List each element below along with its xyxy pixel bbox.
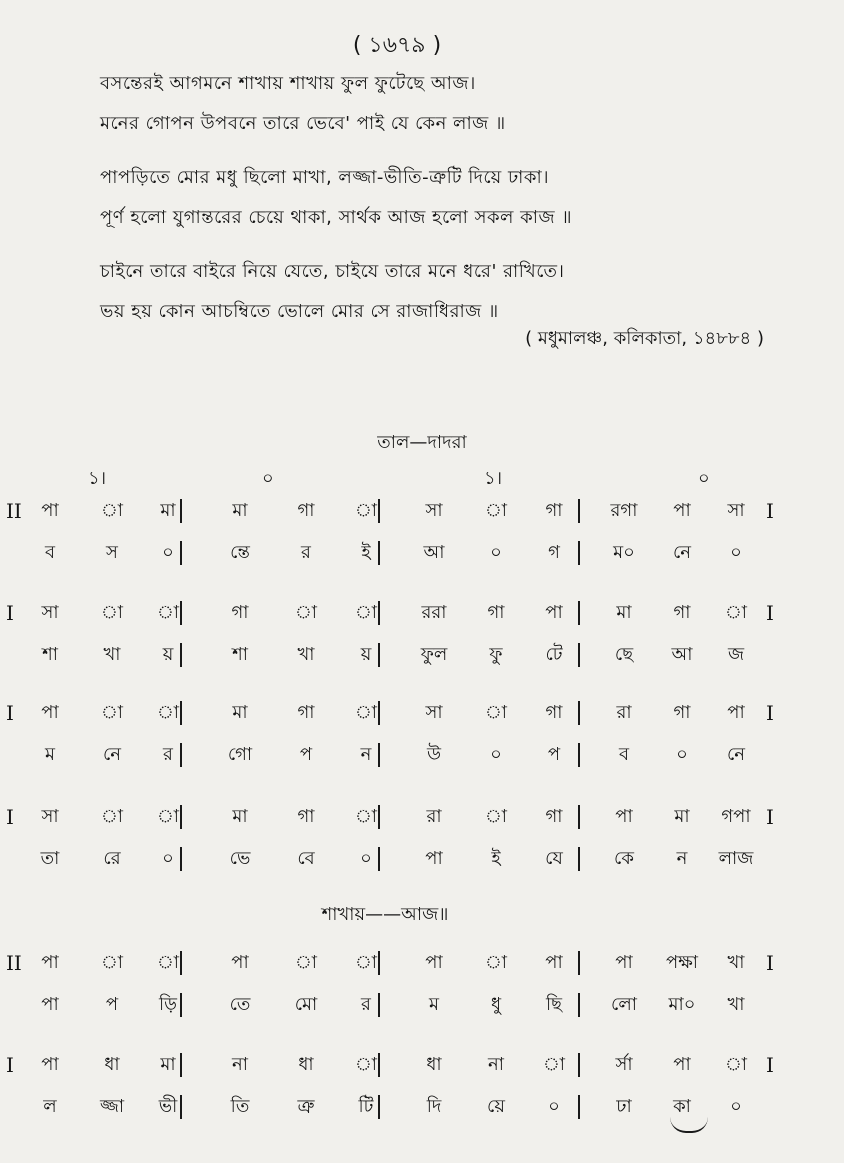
lyric-cell: ০ <box>162 542 174 563</box>
bar-line <box>578 601 580 625</box>
lyric-cell: কা <box>673 1096 691 1117</box>
note-cell: না <box>232 1054 248 1075</box>
bar-line <box>578 541 580 565</box>
note-cell: মা <box>160 500 176 521</box>
lyric-cell: ফুল <box>420 644 448 665</box>
lyric-cell: প <box>105 994 119 1015</box>
note-cell: া <box>542 1054 566 1075</box>
note-cell: া <box>354 602 378 623</box>
note-cell: া <box>100 500 124 521</box>
bar-line <box>578 1053 580 1077</box>
lyric-cell: টে <box>545 644 563 665</box>
swaralipi-row <box>0 800 844 834</box>
lyric-cell: ০ <box>490 744 502 765</box>
note-cell: মা <box>232 500 248 521</box>
note-cell: া <box>294 952 318 973</box>
note-cell: পা <box>673 1054 691 1075</box>
note-cell: পা <box>615 952 633 973</box>
lyric-cell: র <box>301 542 311 563</box>
note-cell: মা <box>232 806 248 827</box>
bar-line <box>578 993 580 1017</box>
note-cell: া <box>100 702 124 723</box>
bar-line <box>180 847 182 871</box>
bar-line <box>378 743 380 767</box>
lyric-cell: দি <box>426 1096 442 1117</box>
stave-end-mark: I <box>766 951 774 975</box>
bar-line <box>180 601 182 625</box>
stave-start-mark: I <box>6 701 14 725</box>
stave-end-mark: I <box>766 1053 774 1077</box>
poem-line: পূর্ণ হলো যুগান্তরের চেয়ে থাকা, সার্থক আজ হলো সকল কাজ ॥ <box>100 207 573 228</box>
lyric-cell: ব <box>618 744 630 765</box>
lyric-cell: ন <box>676 848 688 869</box>
lyric-cell: ন <box>360 744 372 765</box>
lyric-cell: ব <box>44 542 56 563</box>
lyric-cell: নে <box>102 744 122 765</box>
lyric-cell: র <box>163 744 173 765</box>
note-cell: পা <box>41 952 59 973</box>
swaralipi-row <box>0 494 844 528</box>
note-cell: া <box>484 806 508 827</box>
bar-line <box>378 643 380 667</box>
note-cell: া <box>294 602 318 623</box>
note-cell: রগা <box>610 500 638 521</box>
note-cell: গা <box>673 602 691 623</box>
lyric-cell: মো <box>294 994 318 1015</box>
note-cell: পা <box>673 500 691 521</box>
swaralipi-row <box>0 946 844 980</box>
lyric-cell: ই <box>491 848 501 869</box>
note-cell: পা <box>615 806 633 827</box>
lyric-cell: তি <box>230 1096 250 1117</box>
note-cell: র্সা <box>615 1054 633 1075</box>
lyric-cell: ভী <box>158 1096 178 1117</box>
lyric-cell: ০ <box>162 848 174 869</box>
subheading: শাখায়——আজ॥ <box>321 904 449 925</box>
poem-line: চাইনে তারে বাইরে নিয়ে যেতে, চাইযে তারে মনে ধরে' রাখিতে। <box>100 261 565 282</box>
lyric-cell: আ <box>671 644 693 665</box>
bar-line <box>578 1095 580 1119</box>
stave-end-mark: I <box>766 805 774 829</box>
bar-line <box>378 541 380 565</box>
stave-start-mark: I <box>6 805 14 829</box>
note-cell: া <box>354 952 378 973</box>
poem-line: ভয় হয় কোন আচম্বিতে ভোলে মোর সে রাজাধিরাজ ॥ <box>100 301 499 322</box>
note-cell: পা <box>41 500 59 521</box>
lyric-cell: ০ <box>360 848 372 869</box>
note-cell: গা <box>545 806 563 827</box>
note-cell: া <box>100 806 124 827</box>
poem-block <box>100 64 572 332</box>
note-cell: সা <box>425 702 443 723</box>
stave-end-mark: I <box>766 701 774 725</box>
bar-line <box>378 601 380 625</box>
lyric-cell: ম <box>45 744 55 765</box>
stave-end-mark: I <box>766 601 774 625</box>
beat-marker: ১। <box>88 468 107 489</box>
page-number: ( ১৬৭৯ ) <box>352 33 442 58</box>
lyric-cell: ই <box>361 542 371 563</box>
note-cell: মা <box>232 702 248 723</box>
lyric-cell: ০ <box>730 542 742 563</box>
note-cell: সা <box>727 500 745 521</box>
note-cell: া <box>354 500 378 521</box>
note-cell: া <box>100 602 124 623</box>
bar-line <box>578 805 580 829</box>
lyric-cell: বে <box>297 848 315 869</box>
note-cell: া <box>354 1054 378 1075</box>
bar-line <box>378 993 380 1017</box>
note-cell: ধা <box>426 1054 442 1075</box>
lyric-cell: পা <box>425 848 443 869</box>
bar-line <box>378 499 380 523</box>
note-cell: পক্ষা <box>665 952 699 973</box>
poem-line: বসন্তেরই আগমনে শাখায় শাখায় ফুল ফুটেছে আজ। <box>100 73 476 94</box>
poem-line: মনের গোপন উপবনে তারে ভেবে' পাই যে কেন লাজ ॥ <box>100 113 506 134</box>
lyric-cell: ০ <box>548 1096 560 1117</box>
lyric-cell: লাজ <box>718 848 754 869</box>
stave-start-mark: I <box>6 601 14 625</box>
lyric-cell: তা <box>40 848 60 869</box>
bar-line <box>180 541 182 565</box>
note-cell: গা <box>297 702 315 723</box>
tala-heading: তাল—দাদরা <box>377 432 467 453</box>
bar-line <box>180 1095 182 1119</box>
note-cell: ররা <box>421 602 447 623</box>
bar-line <box>378 1095 380 1119</box>
lyric-cell: মা০ <box>668 994 696 1015</box>
bar-line <box>180 993 182 1017</box>
bar-line <box>578 847 580 871</box>
note-cell: া <box>724 1054 748 1075</box>
note-cell: া <box>484 500 508 521</box>
bar-line <box>180 701 182 725</box>
bar-line <box>180 805 182 829</box>
lyric-row <box>0 738 844 772</box>
note-cell: পা <box>545 602 563 623</box>
lyric-cell: ধু <box>490 994 502 1015</box>
lyric-cell: প <box>547 744 561 765</box>
lyric-cell: ফু <box>489 644 503 665</box>
lyric-cell: গো <box>227 744 253 765</box>
bar-line <box>180 643 182 667</box>
bar-line <box>578 643 580 667</box>
lyric-cell: কে <box>614 848 634 869</box>
lyric-cell: ম০ <box>613 542 635 563</box>
lyric-cell: ড়ি <box>159 994 177 1015</box>
lyric-cell: ত্রু <box>297 1096 315 1117</box>
bar-line <box>378 805 380 829</box>
stave-end-mark: I <box>766 499 774 523</box>
lyric-cell: ভে <box>229 848 251 869</box>
swaralipi-row <box>0 596 844 630</box>
bar-line <box>378 701 380 725</box>
lyric-cell: ল <box>43 1096 57 1117</box>
lyric-cell: খা <box>297 644 315 665</box>
note-cell: পা <box>231 952 249 973</box>
note-cell: া <box>156 602 180 623</box>
note-cell: মা <box>160 1054 176 1075</box>
note-cell: গা <box>545 702 563 723</box>
beat-marker: ০ <box>698 468 710 489</box>
note-cell: ধা <box>104 1054 120 1075</box>
note-cell: গা <box>231 602 249 623</box>
bar-line <box>378 951 380 975</box>
note-cell: রা <box>616 702 632 723</box>
swaralipi-row <box>0 696 844 730</box>
lyric-cell: আ <box>423 542 445 563</box>
lyric-cell: প <box>299 744 313 765</box>
bar-line <box>180 743 182 767</box>
note-cell: া <box>156 952 180 973</box>
note-cell: পা <box>545 952 563 973</box>
lyric-cell: তে <box>229 994 251 1015</box>
bar-line <box>180 499 182 523</box>
note-cell: মা <box>674 806 690 827</box>
note-cell: খা <box>727 952 745 973</box>
note-cell: গা <box>487 602 505 623</box>
lyric-cell: শা <box>42 644 58 665</box>
lyric-cell: ০ <box>490 542 502 563</box>
note-cell: পা <box>727 702 745 723</box>
lyric-cell: র <box>361 994 371 1015</box>
bar-line <box>378 1053 380 1077</box>
citation: ( মধুমালঞ্চ, কলিকাতা, ১৪৮৮৪ ) <box>525 328 764 349</box>
note-cell: গা <box>545 500 563 521</box>
note-cell: া <box>156 702 180 723</box>
stave-start-mark: II <box>6 951 22 975</box>
note-cell: পা <box>41 1054 59 1075</box>
note-cell: ধা <box>298 1054 314 1075</box>
lyric-cell: গ <box>548 542 560 563</box>
lyric-cell: লো <box>611 994 637 1015</box>
lyric-cell: য়ে <box>487 1096 505 1117</box>
note-cell: া <box>100 952 124 973</box>
lyric-cell: জ্জা <box>99 1096 125 1117</box>
note-cell: া <box>354 702 378 723</box>
bar-line <box>578 743 580 767</box>
bar-line <box>180 951 182 975</box>
lyric-row <box>0 1090 844 1124</box>
lyric-cell: ছে <box>614 644 634 665</box>
note-cell: া <box>484 702 508 723</box>
lyric-cell: জ <box>727 644 745 665</box>
note-cell: সা <box>425 500 443 521</box>
lyric-row <box>0 842 844 876</box>
lyric-cell: উ <box>426 744 442 765</box>
lyric-cell: ন্তে <box>230 542 250 563</box>
bar-line <box>578 499 580 523</box>
lyric-cell: ঢা <box>616 1096 632 1117</box>
lyric-row <box>0 536 844 570</box>
lyric-cell: ০ <box>730 1096 742 1117</box>
lyric-cell: ০ <box>676 744 688 765</box>
lyric-cell: টি <box>358 1096 374 1117</box>
bar-line <box>578 701 580 725</box>
swaralipi-row <box>0 1048 844 1082</box>
note-cell: সা <box>41 806 59 827</box>
lyric-cell: ম <box>429 994 439 1015</box>
note-cell: া <box>724 602 748 623</box>
poem-line: পাপড়িতে মোর মধু ছিলো মাখা, লজ্জা-ভীতি-ত্রুটি দিয়ে ঢাকা। <box>100 167 550 188</box>
beat-marker: ১। <box>484 468 503 489</box>
stave-start-mark: II <box>6 499 22 523</box>
lyric-cell: খা <box>727 994 745 1015</box>
lyric-cell: খা <box>103 644 121 665</box>
lyric-row <box>0 638 844 672</box>
note-cell: সা <box>41 602 59 623</box>
note-cell: মা <box>616 602 632 623</box>
slur-mark <box>670 1117 708 1133</box>
bar-line <box>180 1053 182 1077</box>
lyric-cell: নে <box>672 542 692 563</box>
bar-line <box>578 951 580 975</box>
note-cell: গা <box>297 500 315 521</box>
note-cell: গা <box>297 806 315 827</box>
note-cell: গপা <box>721 806 751 827</box>
note-cell: া <box>156 806 180 827</box>
lyric-cell: যে <box>545 848 563 869</box>
lyric-cell: য় <box>360 644 372 665</box>
lyric-cell: স <box>106 542 118 563</box>
lyric-cell: য় <box>162 644 174 665</box>
note-cell: রা <box>426 806 442 827</box>
lyric-row <box>0 988 844 1022</box>
lyric-cell: শা <box>232 644 248 665</box>
note-cell: না <box>488 1054 504 1075</box>
note-cell: পা <box>425 952 443 973</box>
note-cell: পা <box>41 702 59 723</box>
stave-start-mark: I <box>6 1053 14 1077</box>
beat-marker: ০ <box>262 468 274 489</box>
bar-line <box>378 847 380 871</box>
lyric-cell: পা <box>41 994 59 1015</box>
lyric-cell: নে <box>726 744 746 765</box>
note-cell: গা <box>673 702 691 723</box>
note-cell: া <box>354 806 378 827</box>
lyric-cell: রে <box>103 848 121 869</box>
lyric-cell: ছি <box>545 994 563 1015</box>
note-cell: া <box>484 952 508 973</box>
